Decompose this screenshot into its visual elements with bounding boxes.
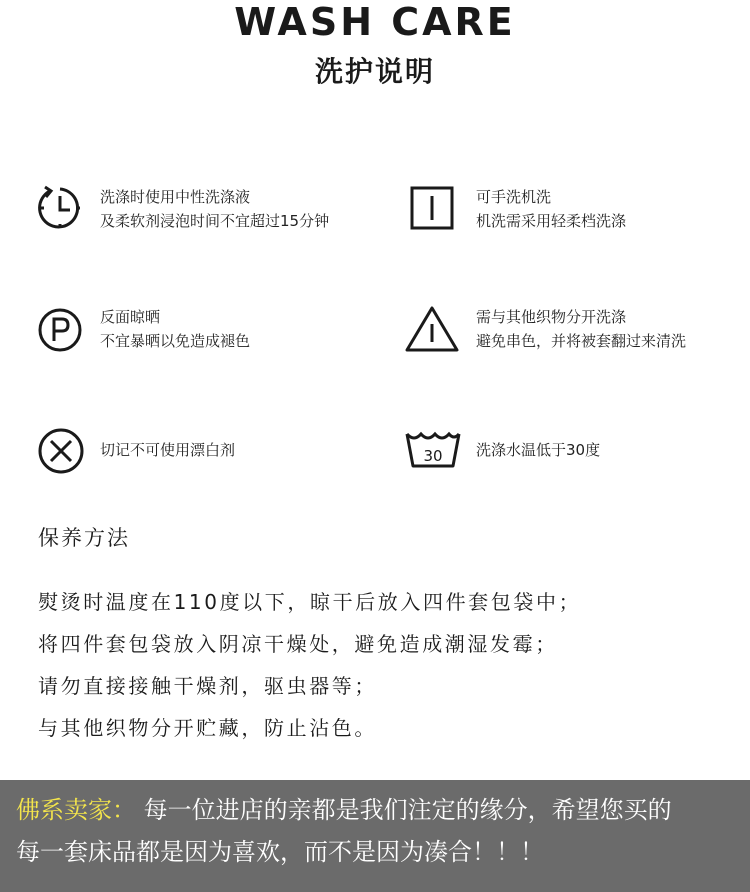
care-line: 机洗需采用轻柔档洗涤 [476, 212, 627, 230]
maintenance-line-ironing: 熨烫时温度在110度以下，晾干后放入四件套包袋中； [38, 590, 582, 614]
clock-icon [36, 184, 84, 232]
care-text-machine-wash [476, 185, 626, 233]
title-chinese: 洗护说明 [314, 55, 435, 88]
title-english: WASH CARE [234, 0, 516, 44]
maintenance-line-storage: 将四件套包袋放入阴凉干燥处，避免造成潮湿发霉； [38, 632, 558, 656]
circle-p-icon [36, 306, 84, 354]
tub-temperature-label: 30 [423, 447, 443, 465]
care-text-water-temperature [476, 438, 600, 462]
maintenance-line-separate-storage: 与其他织物分开贮藏，防止沾色。 [38, 716, 377, 740]
banner-text-2: 每一套床品都是因为喜欢，而不是因为凑合！！！ [16, 838, 544, 866]
seller-message-banner [0, 780, 750, 892]
banner-prefix: 佛系卖家： [16, 796, 136, 824]
wash-tub-30-icon [404, 430, 462, 470]
care-text-drying [100, 305, 250, 353]
circle-x-icon [36, 426, 86, 476]
care-text-wash-detergent [100, 185, 329, 233]
care-line: 需与其他织物分开洗涤 [476, 308, 627, 326]
care-line: 不宜暴晒以免造成褪色 [100, 332, 251, 350]
care-line: 避免串色，并将被套翻过来清洗 [476, 332, 687, 350]
square-vertical-line-icon [408, 184, 456, 232]
care-line: 洗涤时使用中性洗涤液 [100, 188, 251, 206]
care-line: 反面晾晒 [100, 308, 161, 326]
maintenance-line-desiccant: 请勿直接接触干燥剂，驱虫器等； [38, 674, 377, 698]
care-text-no-bleach [100, 438, 235, 462]
warning-triangle-icon [404, 304, 460, 354]
banner-text-1: 每一位进店的亲都是我们注定的缘分，希望您买的 [136, 796, 672, 824]
care-line: 切记不可使用漂白剂 [100, 441, 236, 459]
care-line: 可手洗机洗 [476, 188, 552, 206]
care-text-separate-wash [476, 305, 686, 353]
maintenance-title: 保养方法 [38, 526, 130, 550]
banner-line-1 [16, 794, 672, 826]
care-line: 及柔软剂浸泡时间不宜超过15分钟 [100, 212, 330, 230]
banner-line-2 [16, 836, 544, 868]
care-line: 洗涤水温低于30度 [476, 441, 601, 459]
